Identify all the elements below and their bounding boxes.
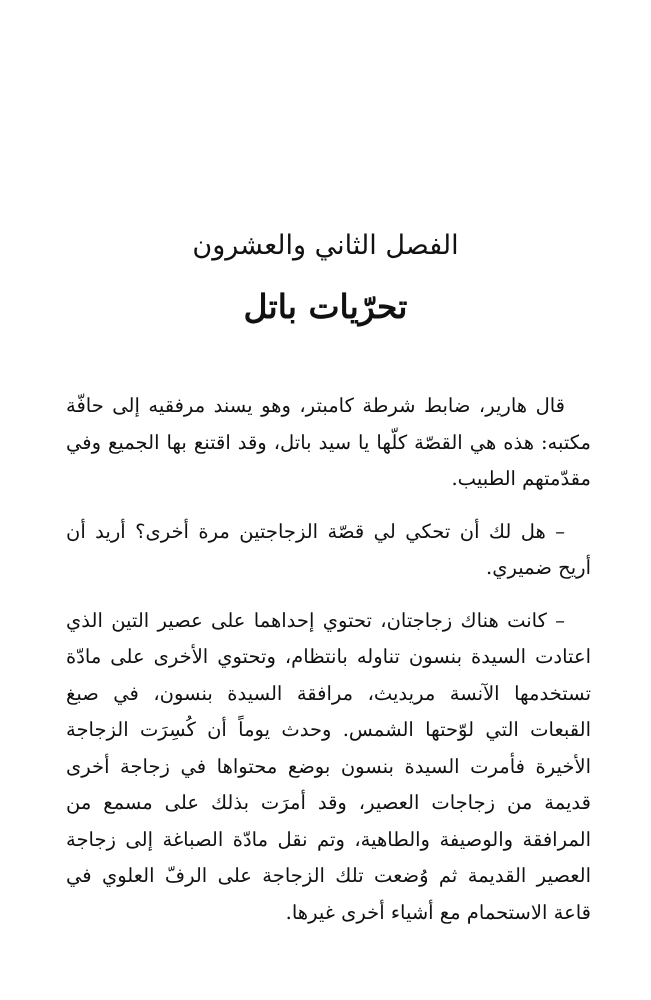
paragraph-1: قال هارير، ضابط شرطة كامبتر، وهو يسند مرفقيه إلى حافّة مكتبه: هذه هي القصّة كلّها يا سيد باتل، وقد اقتنع بها الجميع وفي مقدّمتهم الطبيب. [66, 394, 591, 490]
chapter-number: الفصل الثاني والعشرون [192, 230, 459, 261]
chapter-title: تحرّيات باتل [243, 287, 408, 326]
chapter-body [66, 388, 591, 947]
paragraph-3: – كانت هناك زجاجتان، تحتوي إحداهما على عصير التين الذي اعتادت السيدة بنسون تناوله بانتظام، وتحتوي الأخرى على مادّة تستخدمها الآنسة مريديث، مرافقة السيدة بنسون، في صبغ القبعات التي لوّحتها الشمس. وحدث يوماً أن كُسِرَت الزجاجة الأخيرة فأمرت السيدة بنسون بوضع محتواها في زجاجة أخرى قديمة من زجاجات العصير، وقد أمرَت بذلك على مسمع من المرافقة والوصيفة والطاهية، وتم نقل مادّة الصباغة إلى زجاجة العصير القديمة ثم وُضعت تلك الزجاجة على الرفّ العلوي في قاعة الاستحمام مع أشياء أخرى غيرها. [66, 608, 591, 924]
paragraph-2: – هل لك أن تحكي لي قصّة الزجاجتين مرة أخرى؟ أريد أن أريح ضميري. [66, 519, 591, 579]
